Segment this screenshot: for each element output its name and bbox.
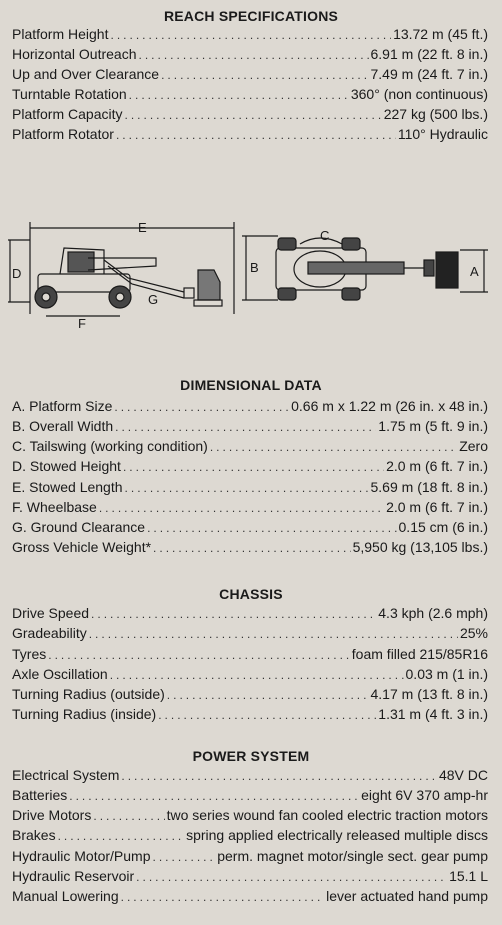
spec-value: eight 6V 370 amp-hr	[361, 787, 488, 803]
leader-dots	[99, 501, 384, 515]
spec-value: 48V DC	[438, 767, 488, 783]
spec-value: 2.0 m (6 ft. 7 in.)	[386, 499, 488, 515]
spec-label: Hydraulic Motor/Pump	[12, 848, 151, 864]
spec-label: Horizontal Outreach	[12, 46, 137, 62]
spec-row-ground-clearance	[12, 519, 488, 539]
spec-row-turning-radius-outside	[12, 686, 488, 706]
spec-row-drive-speed	[12, 605, 488, 625]
spec-value: 110° Hydraulic	[397, 126, 488, 142]
spec-label: Platform Capacity	[12, 106, 123, 122]
spec-label: D. Stowed Height	[12, 458, 121, 474]
leader-dots	[121, 769, 437, 783]
spec-row-gradeability	[12, 625, 488, 645]
spec-value: Zero	[459, 438, 488, 454]
leader-dots	[69, 789, 359, 803]
diagram-label-b: B	[250, 260, 259, 275]
spec-label: Up and Over Clearance	[12, 66, 160, 82]
spec-value: spring applied electrically released multiple discs	[186, 827, 488, 843]
spec-value: 5,950 kg (13,105 lbs.)	[352, 539, 488, 555]
leader-dots	[116, 128, 396, 142]
spec-value: 25%	[459, 625, 488, 641]
spec-value: 2.0 m (6 ft. 7 in.)	[386, 458, 488, 474]
spec-value: 0.03 m (1 in.)	[405, 666, 488, 682]
diagram-label-e: E	[138, 220, 147, 235]
leader-dots	[48, 648, 350, 662]
spec-label: Turning Radius (inside)	[12, 706, 157, 722]
spec-row-wheelbase	[12, 499, 488, 519]
spec-value: 4.17 m (13 ft. 8 in.)	[370, 686, 488, 702]
diagram-label-f: F	[78, 316, 86, 330]
leader-dots	[110, 668, 404, 682]
spec-label: Drive Speed	[12, 605, 90, 621]
spec-value: 227 kg (500 lbs.)	[383, 106, 488, 122]
spec-row-platform-rotator	[12, 126, 488, 146]
spec-value: foam filled 215/85R16	[351, 646, 488, 662]
leader-dots	[158, 708, 376, 722]
spec-row-drive-motors	[12, 807, 488, 827]
spec-label: Gradeability	[12, 625, 87, 641]
spec-label: B. Overall Width	[12, 418, 114, 434]
spec-value: perm. magnet motor/single sect. gear pump	[217, 848, 488, 864]
leader-dots	[147, 521, 396, 535]
spec-label: Turntable Rotation	[12, 86, 127, 102]
spec-value: 0.15 cm (6 in.)	[398, 519, 488, 535]
spec-value: 5.69 m (18 ft. 8 in.)	[370, 479, 488, 495]
spec-row-manual-lowering	[12, 888, 488, 908]
spec-label: Electrical System	[12, 767, 120, 783]
spec-row-turning-radius-inside	[12, 706, 488, 726]
spec-row-turntable-rotation	[12, 86, 488, 106]
spec-label: Axle Oscillation	[12, 666, 108, 682]
leader-dots	[124, 108, 381, 122]
leader-dots	[91, 607, 376, 621]
reach-specifications-heading: REACH SPECIFICATIONS	[163, 8, 339, 24]
spec-row-tailswing	[12, 438, 488, 458]
spec-label: C. Tailswing (working condition)	[12, 438, 208, 454]
spec-value: 0.66 m x 1.22 m (26 in. x 48 in.)	[291, 398, 488, 414]
leader-dots	[110, 28, 391, 42]
leader-dots	[115, 420, 376, 434]
spec-row-stowed-height	[12, 458, 488, 478]
spec-value: lever actuated hand pump	[326, 888, 488, 904]
spec-value: 6.91 m (22 ft. 8 in.)	[370, 46, 488, 62]
spec-label: Brakes	[12, 827, 56, 843]
spec-row-horizontal-outreach	[12, 46, 488, 66]
leader-dots	[121, 890, 324, 904]
leader-dots	[167, 688, 369, 702]
spec-label: Batteries	[12, 787, 68, 803]
spec-label: E. Stowed Length	[12, 479, 123, 495]
spec-label: Gross Vehicle Weight*	[12, 539, 152, 555]
spec-value: two series wound fan cooled electric traction motors	[166, 807, 488, 823]
leader-dots	[153, 541, 351, 555]
spec-label: Platform Height	[12, 26, 109, 42]
spec-row-platform-height	[12, 26, 488, 46]
spec-row-hydraulic-motor-pump	[12, 848, 488, 868]
spec-value: 1.31 m (4 ft. 3 in.)	[378, 706, 488, 722]
spec-row-platform-size	[12, 398, 488, 418]
boom-lift-side-view	[35, 248, 222, 308]
spec-value: 1.75 m (5 ft. 9 in.)	[378, 418, 488, 434]
leader-dots	[153, 850, 216, 864]
spec-value: 15.1 L	[449, 868, 488, 884]
spec-row-overall-width	[12, 418, 488, 438]
spec-label: F. Wheelbase	[12, 499, 97, 515]
spec-label: G. Ground Clearance	[12, 519, 146, 535]
power-system-heading: POWER SYSTEM	[192, 748, 310, 764]
spec-label: Manual Lowering	[12, 888, 119, 904]
spec-row-up-and-over-clearance	[12, 66, 488, 86]
spec-row-axle-oscillation	[12, 666, 488, 686]
leader-dots	[114, 400, 289, 414]
spec-row-brakes	[12, 827, 488, 847]
spec-value: 13.72 m (45 ft.)	[393, 26, 488, 42]
spec-row-stowed-length	[12, 479, 488, 499]
spec-row-platform-capacity	[12, 106, 488, 126]
spec-value: 4.3 kph (2.6 mph)	[378, 605, 488, 621]
spec-label: Turning Radius (outside)	[12, 686, 165, 702]
leader-dots	[129, 88, 349, 102]
spec-label: Hydraulic Reservoir	[12, 868, 135, 884]
leader-dots	[136, 870, 447, 884]
leader-dots	[123, 460, 384, 474]
spec-label: Tyres	[12, 646, 47, 662]
spec-row-tyres	[12, 646, 488, 666]
spec-label: Platform Rotator	[12, 126, 114, 142]
spec-row-electrical-system	[12, 767, 488, 787]
leader-dots	[93, 809, 164, 823]
spec-row-hydraulic-reservoir	[12, 868, 488, 888]
leader-dots	[58, 829, 184, 843]
diagram-label-d: D	[12, 266, 22, 281]
spec-value: 7.49 m (24 ft. 7 in.)	[370, 66, 488, 82]
spec-label: Drive Motors	[12, 807, 92, 823]
spec-row-gross-vehicle-weight	[12, 539, 488, 559]
spec-row-batteries	[12, 787, 488, 807]
spec-value: 360° (non continuous)	[350, 86, 488, 102]
leader-dots	[139, 48, 369, 62]
diagram-label-c: C	[320, 228, 330, 243]
diagram-label-a: A	[470, 264, 479, 279]
boom-lift-dimension-diagram	[8, 218, 494, 330]
leader-dots	[210, 440, 457, 454]
diagram-label-g: G	[148, 292, 159, 307]
leader-dots	[125, 481, 369, 495]
leader-dots	[161, 68, 368, 82]
chassis-heading: CHASSIS	[219, 586, 283, 602]
dimensional-data-heading: DIMENSIONAL DATA	[180, 377, 322, 393]
spec-label: A. Platform Size	[12, 398, 113, 414]
boom-lift-top-view	[276, 238, 458, 300]
leader-dots	[89, 627, 458, 641]
